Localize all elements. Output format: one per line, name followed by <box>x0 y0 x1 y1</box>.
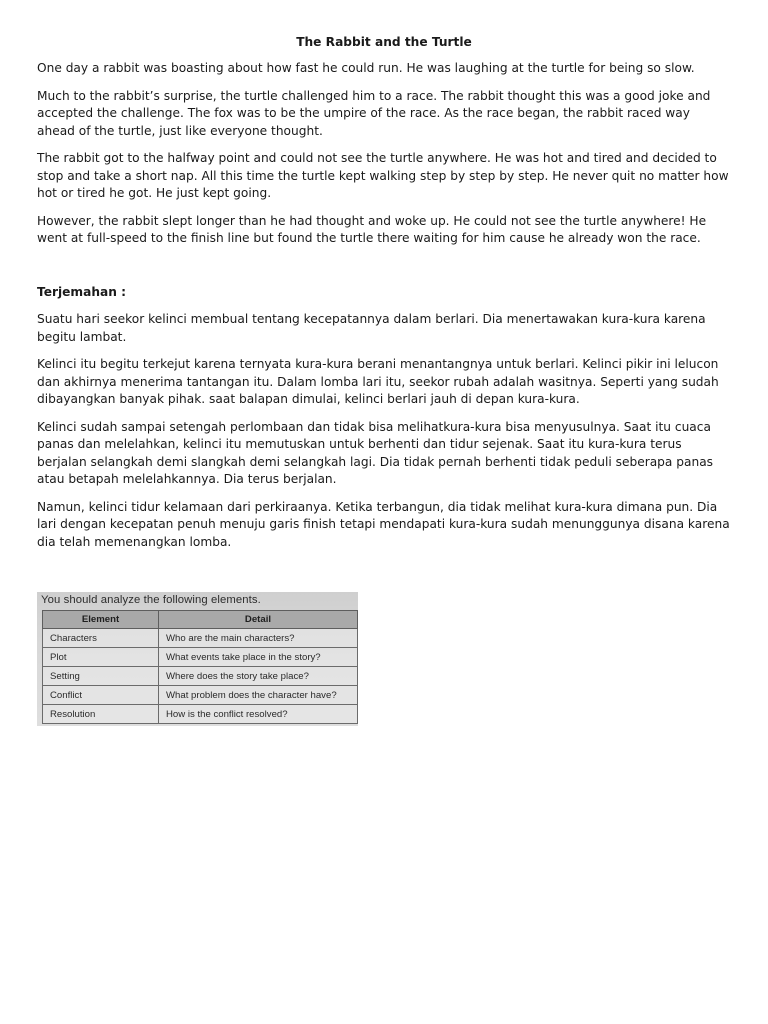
translation-paragraph-1: Suatu hari seekor kelinci membual tentang kecepatannya dalam berlari. Dia menertawakan kura-kura karena begitu lambat. <box>37 312 706 344</box>
document-page <box>37 33 731 561</box>
table-header-row <box>43 611 358 629</box>
section-spacer <box>37 258 731 284</box>
element-cell: Setting <box>43 667 159 686</box>
header-detail: Detail <box>159 611 358 629</box>
element-cell: Plot <box>43 648 159 667</box>
detail-cell: What problem does the character have? <box>159 686 358 705</box>
detail-cell: What events take place in the story? <box>159 648 358 667</box>
translation-paragraph-3: Kelinci sudah sampai setengah perlombaan dan tidak bisa melihatkura-kura bisa menyusulnya. Saat itu cuaca panas dan melelahkan, kelinci itu memutuskan untuk berhenti dan tidur sejenak. Saat itu kura-kura terus berjalan selangkah demi slangkah demi selangkah lagi. Dia tidak pernah berhenti tidak peduli seberapa panas atau betapah melelahkannya. Dia terus berjalan. <box>37 419 714 486</box>
story-elements-table <box>42 610 358 724</box>
table-row <box>43 629 358 648</box>
element-cell: Resolution <box>43 705 159 724</box>
english-paragraph-1: One day a rabbit was boasting about how fast he could run. He was laughing at the turtle for being so slow. <box>37 61 695 75</box>
table-row <box>43 648 358 667</box>
story-elements-photo <box>37 592 358 726</box>
english-paragraph-4: However, the rabbit slept longer than he had thought and woke up. He could not see the turtle anywhere! He went at full-speed to the finish line but found the turtle there waiting for him cause he already won the race. <box>37 213 707 245</box>
english-paragraph-3: The rabbit got to the halfway point and could not see the turtle anywhere. He was hot and tired and decided to stop and take a short nap. All this time the turtle kept walking step by step by step. He never quit no matter how hot or tired he got. He just kept going. <box>37 151 729 200</box>
element-cell: Characters <box>43 629 159 648</box>
detail-cell: Where does the story take place? <box>159 667 358 686</box>
story-title: The Rabbit and the Turtle <box>296 35 472 49</box>
detail-cell: How is the conflict resolved? <box>159 705 358 724</box>
detail-cell: Who are the main characters? <box>159 629 358 648</box>
element-cell: Conflict <box>43 686 159 705</box>
translation-paragraph-2: Kelinci itu begitu terkejut karena ternyata kura-kura berani menantangnya untuk berlari. Kelinci pikir ini lelucon dan akhirnya menerima tantangan itu. Dalam lomba lari itu, seekor rubah adalah wasitnya. Seperti yang sudah dibayangkan banyak pihak. saat balapan dimulai, kelinci berlari jauh di depan kura-kura. <box>37 357 719 406</box>
translation-heading: Terjemahan : <box>37 284 127 299</box>
header-element: Element <box>43 611 159 629</box>
english-paragraph-2: Much to the rabbit’s surprise, the turtle challenged him to a race. The rabbit thought this was a good joke and accepted the challenge. The fox was to be the umpire of the race. As the race began, the rabbit raced way ahead of the turtle, just like everyone thought. <box>37 88 711 138</box>
translation-paragraph-4: Namun, kelinci tidur kelamaan dari perkiraanya. Ketika terbangun, dia tidak melihat kura-kura dimana pun. Dia lari dengan kecepatan penuh menuju garis finish tetapi mendapati kura-kura sudah menunggunya disana karena dia telah memenangkan lomba. <box>37 499 730 549</box>
table-row <box>43 667 358 686</box>
photo-caption: You should analyze the following elements. <box>41 594 261 606</box>
table-row <box>43 686 358 705</box>
table-row <box>43 705 358 724</box>
